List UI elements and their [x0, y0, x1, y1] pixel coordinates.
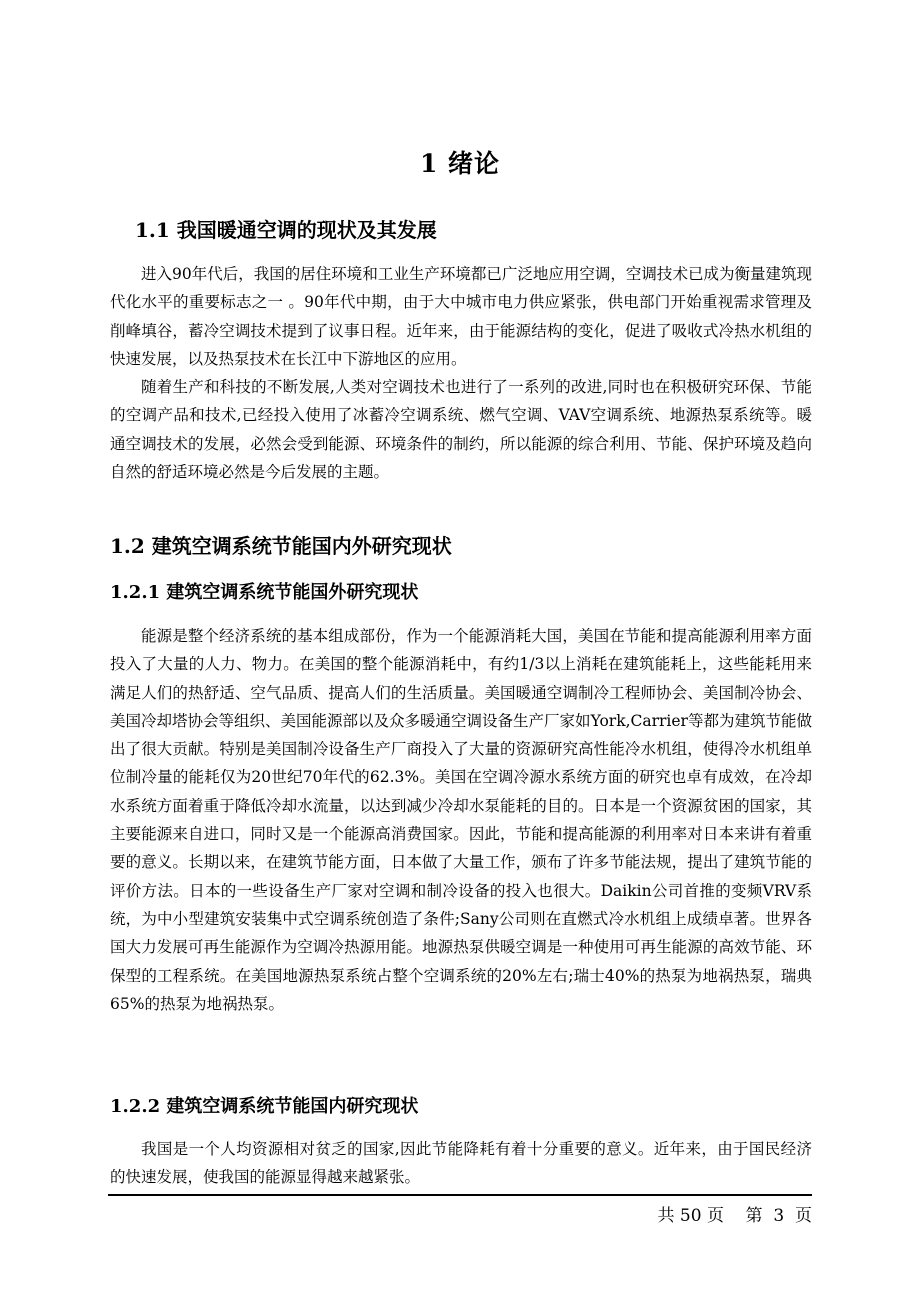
section-1-1-body	[110, 260, 812, 486]
page-footer: 共 50 页 第 3 页	[657, 1206, 812, 1226]
section-1-2-2-body	[110, 1135, 812, 1192]
section-1-2-1-body	[110, 622, 812, 1018]
section-heading-1-1: 1.1 我国暖通空调的现状及其发展	[135, 218, 437, 242]
chapter-title: 1 绪论	[419, 149, 501, 178]
paragraph: 我国是一个人均资源相对贫乏的国家,因此节能降耗有着十分重要的意义。近年来，由于国民经济的快速发展，使我国的能源显得越来越紧张。	[110, 1140, 812, 1187]
footer-rule	[108, 1194, 812, 1196]
paragraph: 能源是整个经济系统的基本组成部份，作为一个能源消耗大国，美国在节能和提高能源利用率方面投入了大量的人力、物力。在美国的整个能源消耗中，有约1/3以上消耗在建筑能耗上，这些能耗用来满足人们的热舒适、空气品质、提高人们的生活质量。美国暖通空调制冷工程师协会、美国制冷协会、美国冷却塔协会等组织、美国能源部以及众多暖通空调设备生产厂家如York,Carrier等都为建筑节能做出了很大贡献。特别是美国制冷设备生产厂商投入了大量的资源研究高性能冷水机组，使得冷水机组单位制冷量的能耗仅为20世纪70年代的62.3%。美国在空调冷源水系统方面的研究也卓有成效，在冷却水系统方面着重于降低冷却水流量，以达到减少冷却水泵能耗的目的。日本是一个资源贫困的国家，其主要能源来自进口，同时又是一个能源高消费国家。因此，节能和提高能源的利用率对日本来讲有着重要的意义。长期以来，在建筑节能方面，日本做了大量工作，颁布了许多节能法规，提出了建筑节能的评价方法。日本的一些设备生产厂家对空调和制冷设备的投入也很大。Daikin公司首推的变频VRV系统，为中小型建筑安装集中式空调系统创造了条件;Sany公司则在直燃式冷水机组上成绩卓著。世界各国大力发展可再生能源作为空调冷热源用能。地源热泵供暖空调是一种使用可再生能源的高效节能、环保型的工程系统。在美国地源热泵系统占整个空调系统的20%左右;瑞士40%的热泵为地祸热泵，瑞典65%的热泵为地祸热泵。	[110, 627, 812, 1013]
paragraph: 随着生产和科技的不断发展,人类对空调技术也进行了一系列的改进,同时也在积极研究环保、节能的空调产品和技术,已经投入使用了冰蓄冷空调系统、燃气空调、VAV空调系统、地源热泵系统等。暖通空调技术的发展，必然会受到能源、环境条件的制约，所以能源的综合利用、节能、保护环境及趋向自然的舒适环境必然是今后发展的主题。	[110, 378, 812, 482]
section-heading-1-2: 1.2 建筑空调系统节能国内外研究现状	[110, 534, 452, 558]
paragraph: 进入90年代后，我国的居住环境和工业生产环境都已广泛地应用空调，空调技术已成为衡量建筑现代化水平的重要标志之一 。90年代中期，由于大中城市电力供应紧张，供电部门开始重视需求管理及削峰填谷，蓄冷空调技术提到了议事日程。近年来，由于能源结构的变化，促进了吸收式冷热水机组的快速发展，以及热泵技术在长江中下游地区的应用。	[110, 265, 812, 368]
section-heading-1-2-2: 1.2.2 建筑空调系统节能国内研究现状	[110, 1096, 419, 1117]
section-heading-1-2-1: 1.2.1 建筑空调系统节能国外研究现状	[110, 582, 419, 603]
